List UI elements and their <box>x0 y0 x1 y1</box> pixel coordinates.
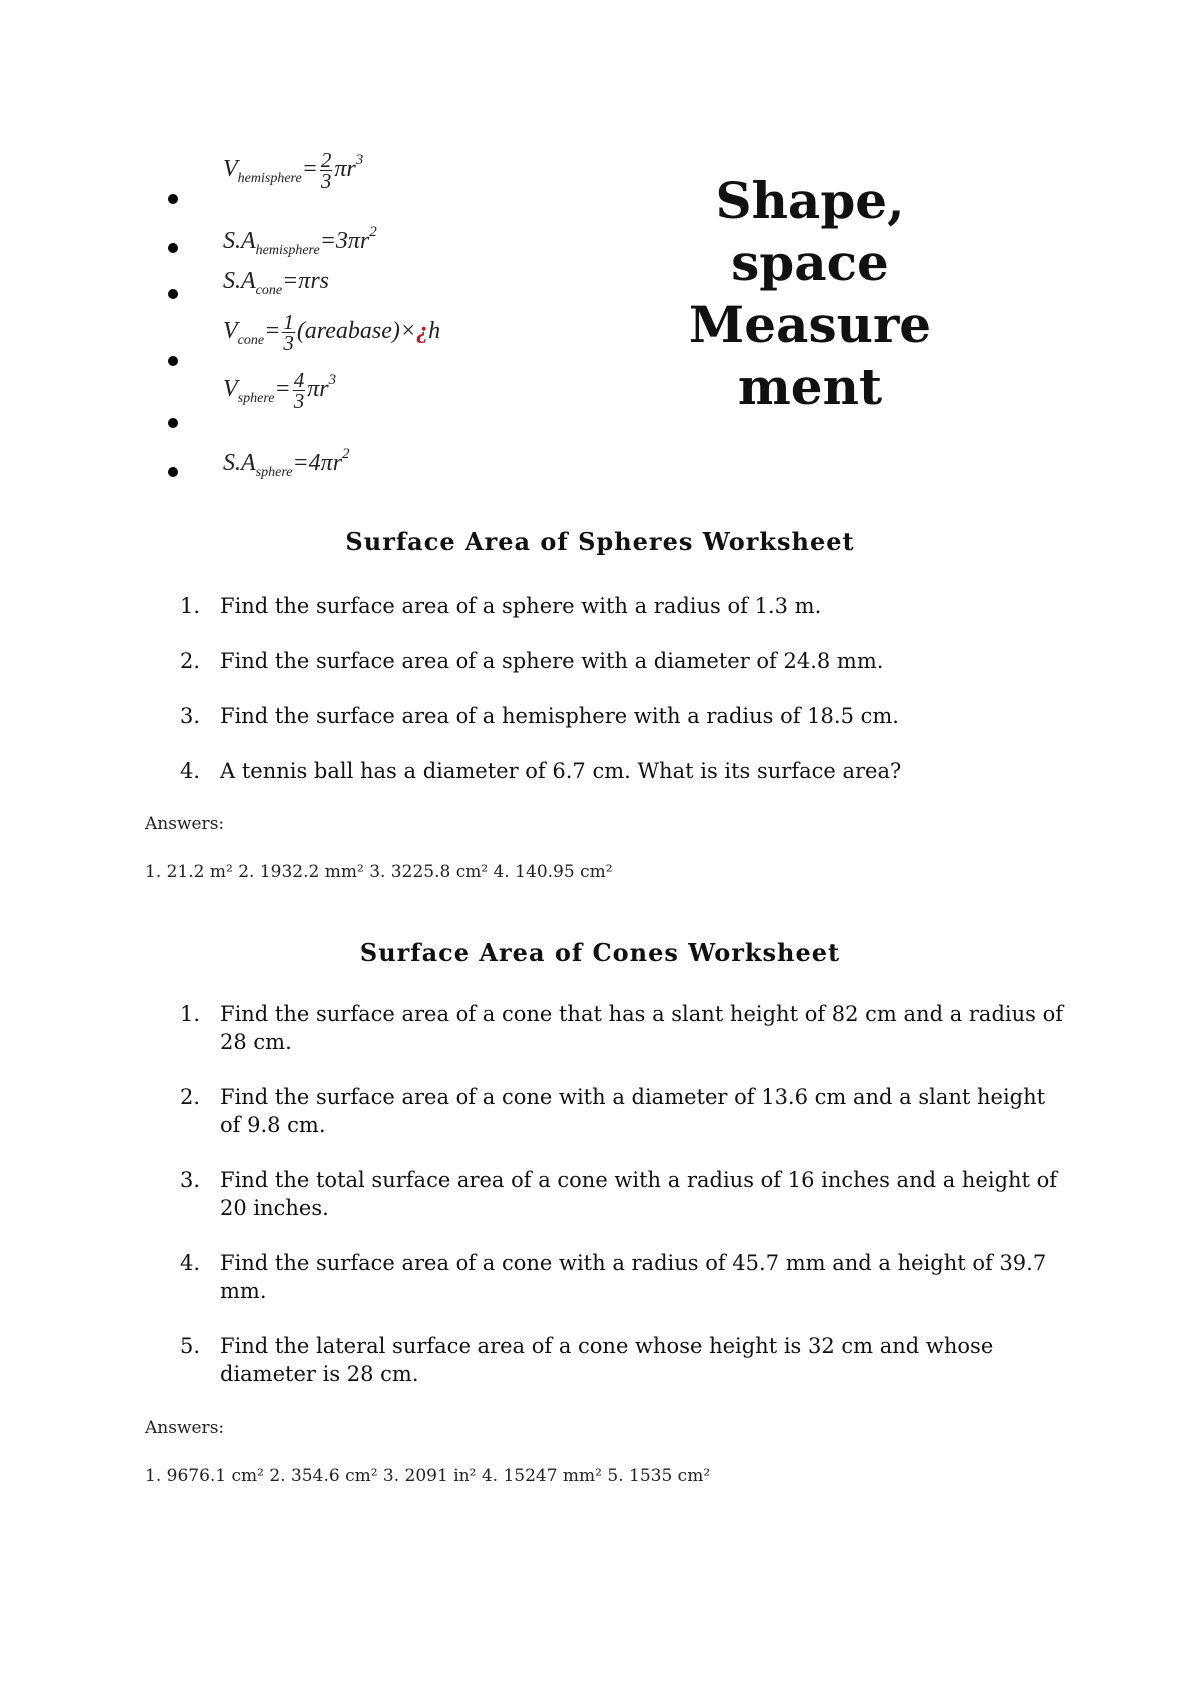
spheres-question <box>180 702 1070 730</box>
spheres-answers-label: Answers: <box>145 814 225 834</box>
page-title <box>650 170 970 418</box>
formula-end: h <box>428 318 441 345</box>
fraction-numerator: 4 <box>293 368 305 392</box>
question-text: Find the surface area of a cone that has a slant height of 82 cm and a radius of 28 cm. <box>220 1002 1063 1054</box>
question-number: 5. <box>180 1334 201 1358</box>
question-text: Find the surface area of a hemisphere with a radius of 18.5 cm. <box>220 704 899 728</box>
formula-subscript: hemisphere <box>255 243 320 258</box>
spheres-heading: Surface Area of Spheres Worksheet <box>345 527 855 556</box>
question-number: 4. <box>180 1251 201 1275</box>
bullet-icon <box>168 467 178 477</box>
cones-question <box>180 1083 1070 1139</box>
formula-lhs: V <box>223 376 238 403</box>
formula-lhs: S.A <box>223 450 256 476</box>
formula-subscript: sphere <box>237 391 275 407</box>
formula-rhs: πr <box>307 376 329 403</box>
question-number: 3. <box>180 1168 201 1192</box>
bullet-icon <box>168 289 178 299</box>
question-number: 1. <box>180 594 201 618</box>
spheres-question <box>180 647 1070 675</box>
cones-question <box>180 1000 1070 1056</box>
formula-subscript: hemisphere <box>237 171 302 187</box>
question-text: Find the surface area of a cone with a diameter of 13.6 cm and a slant height of 9.8 cm. <box>220 1085 1046 1137</box>
formula-lhs: S.A <box>223 228 256 254</box>
formula-lhs: S.A <box>223 268 256 294</box>
formula-rhs: =πrs <box>282 268 330 294</box>
title-line: Shape, <box>715 171 905 230</box>
formula-middle: (areabase)× <box>296 318 417 345</box>
question-number: 4. <box>180 759 201 783</box>
bullet-icon <box>168 194 178 204</box>
question-text: Find the surface area of a sphere with a radius of 1.3 m. <box>220 594 822 618</box>
formula-rhs: πr <box>334 156 356 183</box>
formula-fraction <box>293 370 306 411</box>
question-text: A tennis ball has a diameter of 6.7 cm. What is its surface area? <box>220 759 902 783</box>
formula-exponent: 3 <box>328 372 337 389</box>
cones-question <box>180 1166 1070 1222</box>
formula-fraction <box>320 150 333 191</box>
question-text: Find the lateral surface area of a cone whose height is 32 cm and whose diameter is 28 cm. <box>220 1334 994 1386</box>
formula-exponent: 3 <box>355 152 364 169</box>
formula-lhs: V <box>223 318 238 345</box>
formula-subscript: cone <box>255 283 283 298</box>
fraction-denominator: 3 <box>293 389 305 413</box>
bullet-icon <box>168 418 178 428</box>
formula-exponent: 2 <box>369 224 377 240</box>
spheres-question <box>180 757 1070 785</box>
formula-equals: = <box>301 156 318 183</box>
fraction-numerator: 1 <box>283 310 294 334</box>
formula-subscript: cone <box>237 333 265 349</box>
question-text: Find the surface area of a sphere with a diameter of 24.8 mm. <box>220 649 884 673</box>
formula-lhs: V <box>223 156 238 183</box>
cones-answers-label: Answers: <box>145 1418 225 1438</box>
formula-equals: = <box>274 376 291 403</box>
spheres-answers: 1. 21.2 m² 2. 1932.2 mm² 3. 3225.8 cm² 4. 140.95 cm² <box>145 862 613 882</box>
question-number: 2. <box>180 1085 201 1109</box>
title-line: ment <box>737 357 883 416</box>
formula-rhs: =3πr <box>319 228 370 254</box>
formula-fraction <box>282 312 295 353</box>
formula-subscript: sphere <box>255 465 293 480</box>
fraction-numerator: 2 <box>320 148 332 172</box>
title-line: space <box>731 233 889 292</box>
title-line: Measure <box>688 295 932 354</box>
formula-error-glyph: ¿ <box>416 318 429 345</box>
question-text: Find the surface area of a cone with a radius of 45.7 mm and a height of 39.7 mm. <box>220 1251 1047 1303</box>
cones-heading: Surface Area of Cones Worksheet <box>359 938 841 967</box>
fraction-denominator: 3 <box>283 331 294 355</box>
question-number: 2. <box>180 649 201 673</box>
question-number: 1. <box>180 1002 201 1026</box>
cones-question <box>180 1332 1070 1388</box>
bullet-icon <box>168 356 178 366</box>
formula-exponent: 2 <box>342 446 350 462</box>
question-number: 3. <box>180 704 201 728</box>
cones-question <box>180 1249 1070 1305</box>
question-text: Find the total surface area of a cone with a radius of 16 inches and a height of 20 inches. <box>220 1168 1058 1220</box>
fraction-denominator: 3 <box>320 169 332 193</box>
formula-equals: = <box>264 318 281 345</box>
bullet-icon <box>168 243 178 253</box>
cones-answers: 1. 9676.1 cm² 2. 354.6 cm² 3. 2091 in² 4. 15247 mm² 5. 1535 cm² <box>145 1466 711 1486</box>
spheres-question <box>180 592 1070 620</box>
formula-rhs: =4πr <box>292 450 343 476</box>
